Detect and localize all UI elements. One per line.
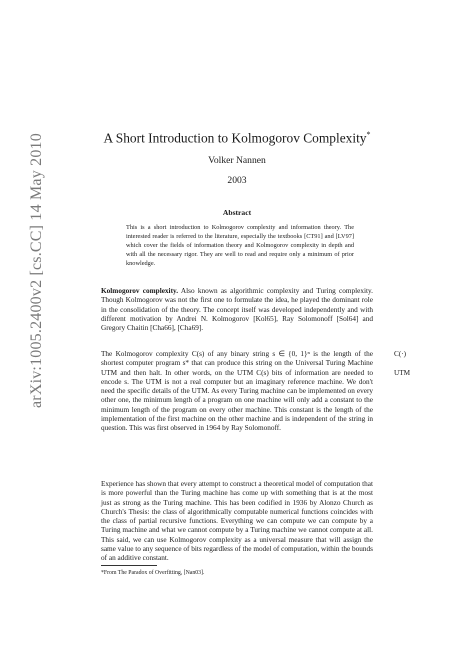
abstract-heading: Abstract [222, 208, 252, 217]
abstract-text: This is a short introduction to Kolmogorov complexity and information theory. The interested reader is referred to the literature, especially the textbooks [CT91] and [LV97] which cover the fields of information theory and Kolmogorov complexity in depth and with all the necessary rigor. They are well to read and require only a minimum of prior knowledge. [126, 224, 354, 268]
paragraph-1-text: Also known as algorithmic complexity and Turing complexity. Though Kolmogorov was not the first one to formulate the idea, he played the dominant role in the consolidation of the theory. The concept itself was developed independently and with different motivation by Andrei N. Kolmogorov [Kol65], Ray Solomonoff [Sol64] and Gregory Chaitin [Cha66], [Cha69]. [101, 287, 373, 333]
title-text: A Short Introduction to Kolmogorov Complexity [103, 130, 367, 146]
arxiv-identifier[interactable]: arXiv:1005.2400v2 [cs.CC] 14 May 2010 [28, 133, 45, 408]
footnote-rule [101, 565, 157, 566]
publication-year: 2003 [227, 175, 247, 186]
margin-note-complexity: C(·) [394, 350, 407, 358]
paper-title [100, 130, 374, 146]
paragraph-lead: Kolmogorov complexity. [101, 287, 179, 295]
title-footnote-mark: * [366, 130, 371, 139]
author-name: Volker Nannen [208, 155, 266, 166]
paragraph-kolmogorov-complexity [101, 287, 373, 333]
paragraph-church-thesis: Experience has shown that every attempt to construct a theoretical model of computation that is more powerful than the Turing machine has come up with something that is at the most just as strong as the Turing machine. This has been codified in 1936 by Alonzo Church as Church's Thesis: the class of algorithmically computable numerical functions coincides with the class of partial recursive functions. Everything we can compute we can compute by a Turing machine and what we cannot compute by a Turing machine we cannot compute at all. This said, we can use Kolmogorov complexity as a universal measure that will assign the same value to any sequence of bits regardless of the model of computation, within the bounds of an additive constant. [101, 480, 373, 563]
margin-note-utm: UTM [394, 369, 411, 377]
paragraph-definition: The Kolmogorov complexity C(s) of any binary string s ∈ {0, 1}ⁿ is the length of the shortest computer program s* that can produce this string on the Universal Turing Machine UTM and then halt. In other words, on the UTM C(s) bits of information are needed to encode s. The UTM is not a real computer but an imaginary reference machine. We don't need the specific details of the UTM. As every Turing machine can be implemented on every other one, the minimum length of a program on one machine will only add a constant to the minimum length of the program on every other machine. This constant is the length of the implementation of the first machine on the other machine and is independent of the string in question. This was first observed in 1964 by Ray Solomonoff. [101, 350, 373, 433]
footnote: *From The Paradox of Overfitting, [Nan03]. [101, 570, 205, 576]
